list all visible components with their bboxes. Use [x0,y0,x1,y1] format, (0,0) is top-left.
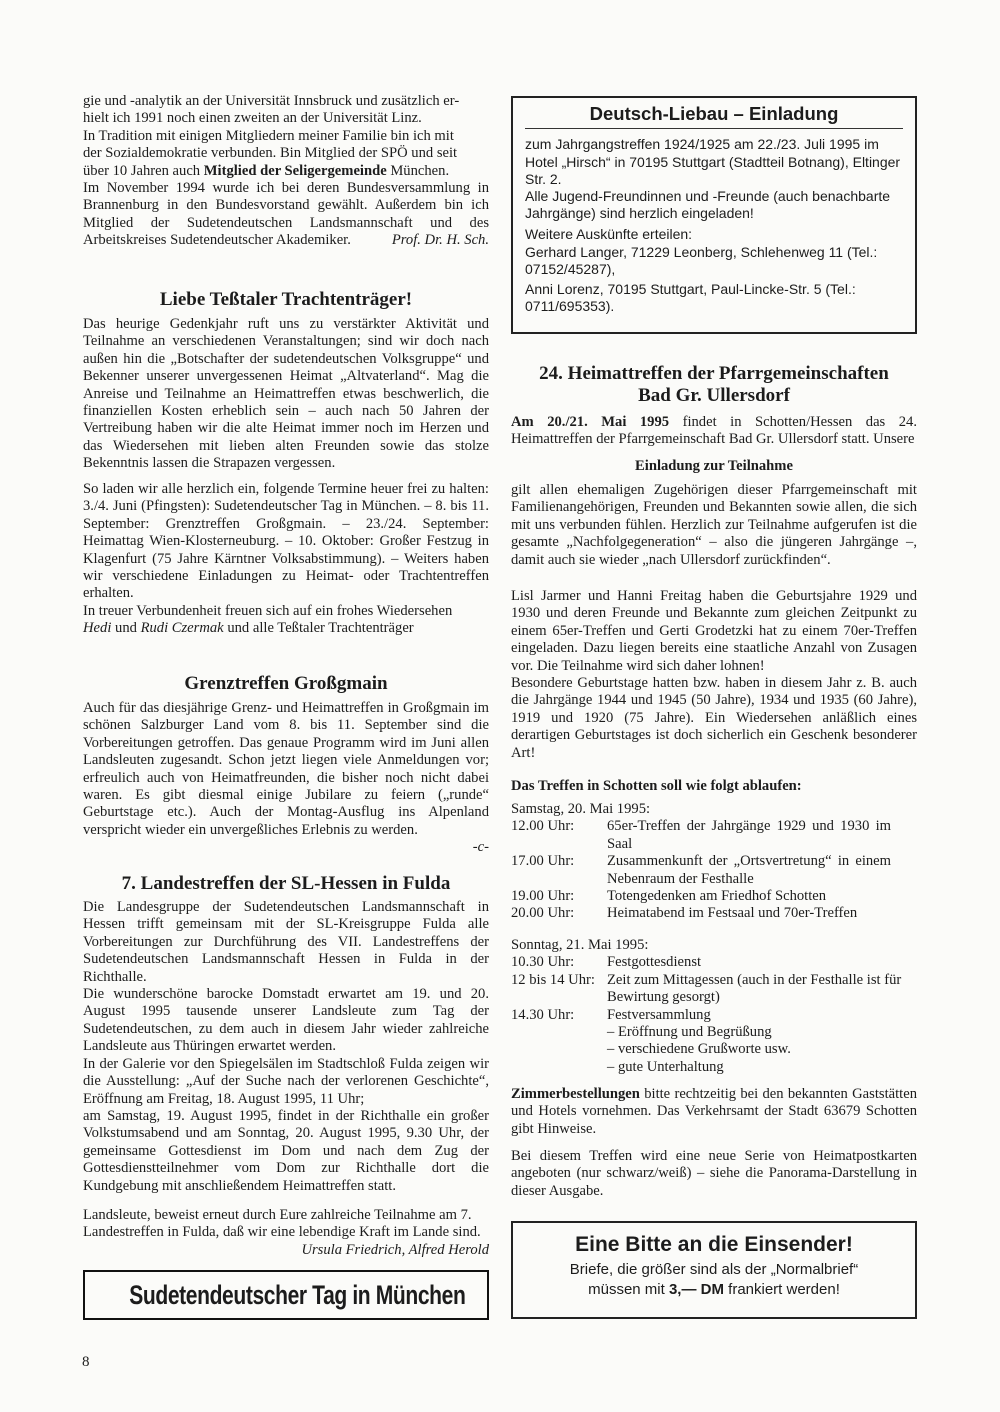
box-deutsch-liebau-text-2: Alle Jugend-Freundinnen und -Freunde (auch benachbarte Jahrgänge) sind herzlich eingeladen! [525,188,891,222]
name-rudi-czermak: Rudi Czermak [140,620,224,637]
schedule-row: 17.00 Uhr: Zusammenkunft der „Ortsvertretung“ in einem Nebenraum der Festhalle [511,853,891,887]
heimattreffen-paragraph-4: Besondere Geburtstage hatten bzw. haben in diesem Jahr z. B. auch die Jahrgänge 1944 und 1945 (50 Jahre), 1934 und 1935 (60 Jahre), 1919 und 1920 (75 Jahre). Ein Wiedersehen anläßlich eines derartigen Geburtstages ist doch sicherlich ein Geschenk besonderer Art! [511,675,917,761]
tesstaler-paragraph-2: So laden wir alle herzlich ein, folgende Termine heuer frei zu halten: 3./4. Juni (Pfingsten): Sudetendeutscher Tag in München. – 8. bis 11. September: Grenztreffen Großgmain. – 23./24. September: Heimattag Wien-Klosterneuburg. – 10. Oktober: Großer Festzug in Klagenfurt (75 Jahre Kärntner Volksabstimmung). – Weiters haben wir verschiedene Einladungen zu Heimat- oder Trachtentreffen erhalten. [83,481,489,602]
box-deutsch-liebau-contact-1: Gerhard Langer, 71229 Leonberg, Schlehenweg 11 (Tel.: 07152/45287), [525,243,878,277]
seligergemeinde-bold: Mitglied der Seligergemeinde [203,162,387,179]
banner-text: Sudetendeutscher Tag in München [129,1280,466,1310]
box-deutsch-liebau-text-3: Weitere Auskünfte erteilen: [525,226,693,243]
page-number: 8 [82,1354,90,1370]
intro-paragraph: gie und -analytik an der Universität Innsbruck und zusätzlich er- hielt ich 1991 noch einen zweiten an der Universität Linz. In Tradition mit einigen Mitgliedern meiner Familie bin ich mit der Sozialdemokratie verbunden. Bin Mitglied der SPÖ und seit über 10 Jahren auch Mitglied der Seligergemeinde München. Im November 1994 wurde ich bei deren Bundesversammlung in Brannenburg in den Bundesvorstand gewählt. Außerdem bin ich Mitglied der Sudetendeutschen Landsmannschaft und des Arbeitskreises Sudetendeutscher Akademiker. Prof. Dr. H. Sch. [83,93,489,249]
landestreffen-paragraph-3: In der Galerie vor den Spiegelsälen im Stadtschloß Fulda zeigen wir die Ausstellung: „Auf der Suche nach der verlorenen Geschichte“, Eröffnung am Freitag, 18. August 1995, 11 Uhr; [83,1056,489,1107]
landestreffen-paragraph-2: Die wunderschöne barocke Domstadt erwartet am 19. und 20. August 1995 tausende unserer Landsleute zum Tag der Sudetendeutschen, zu dem auch in diesem Jahr wieder zahlreiche Landsleute aus Thüringen erwartet werden. [83,986,489,1055]
box-deutsch-liebau-contact-2: Anni Lorenz, 70195 Stuttgart, Paul-Lincke-Str. 5 (Tel.: 0711/695353). [525,281,856,315]
box-bitte-einsender [511,1221,917,1319]
heimattreffen-paragraph-2: gilt allen ehemaligen Zugehörigen dieser Pfarrgemeinschaft mit Familienangehörigen, Freunden und Bekannten sowie allen, die sich mit uns verbunden fühlen. Herzlich zur Teilnahme aufgerufen ist die gesamte „Nachfolgegeneration“ – also die jüngeren Jahrgänge –, damit auch sie wieder „nach Ullersdorf zurückfinden“. [511,482,917,568]
intro-signature: Prof. Dr. H. Sch. [391,232,489,249]
heimattreffen-paragraph-1: Am 20./21. Mai 1995 findet in Schotten/Hessen das 24. Heimattreffen der Pfarrgemeinschaft Bad Gr. Ullersdorf statt. Unsere [511,414,917,448]
landestreffen-paragraph-5: Landsleute, beweist erneut durch Eure zahlreiche Teilnahme am 7. Landestreffen in Fulda, daß wir eine lebendige Kraft im Lande sind. Ursula Friedrich, Alfred Herold [83,1207,489,1258]
schedule-row: – gute Unterhaltung [607,1058,724,1075]
name-hedi: Hedi [83,620,112,637]
box-bitte-line-1: Briefe, die größer sind als der „Normalbrief“ [569,1261,859,1278]
heimattreffen-paragraph-6: Bei diesem Treffen wird eine neue Serie von Heimatpostkarten angeboten (nur schwarz/weiß) – siehe die Panorama-Darstellung in dieser Ausgabe. [511,1148,917,1199]
schedule-row: – verschiedene Grußworte usw. [607,1041,791,1058]
schedule-row: 10.30 Uhr: Festgottesdienst [511,954,702,971]
date-bold: Am 20./21. Mai 1995 [511,414,670,430]
postage-amount: 3,— DM [668,1281,724,1298]
box-deutsch-liebau-title: Deutsch-Liebau – Einladung [589,103,839,124]
box-bitte-line-2: müssen mit 3,— DM frankiert werden! [588,1281,840,1298]
sunday-label: Sonntag, 21. Mai 1995: [511,937,649,953]
schedule-row: 14.30 Uhr: Festversammlung [511,1006,711,1023]
section-title-heimattreffen: 24. Heimattreffen der Pfarrgemeinschaften Bad Gr. Ullersdorf [539,363,889,406]
banner-sudetendeutscher-tag [83,1270,489,1320]
grenztreffen-paragraph: Auch für das diesjährige Grenz- und Heimattreffen in Großgmain im schönen Salzburger Land vom 8. bis 11. September sind die Vorbereitungen getroffen. Das genaue Programm wird im Juni allen Landsleuten zugesandt. Schon jetzt liegen viele Anmeldungen vor; erfreulich auch von Heimatfreunden, die bisher noch nicht dabei waren. Es gibt diesmal einige Jubilare zu feiern („runde“ Geburtstage etc.). Auch der Montag-Ausflug ins Alpenland verspricht wieder ein unvergeßliches Erlebnis zu werden. -c- [83,700,489,856]
schedule-row: 12.00 Uhr: 65er-Treffen der Jahrgänge 1929 und 1930 im Saal [511,818,891,852]
subtitle-einladung: Einladung zur Teilnahme [635,458,793,474]
section-title-tesstaler: Liebe Teßtaler Trachtenträger! [159,289,413,310]
box-deutsch-liebau [511,96,917,334]
heimattreffen-paragraph-5: Zimmerbestellungen bitte rechtzeitig bei den bekannten Gaststätten und Hotels vornehmen. Das Verkehrsamt der Stadt 63679 Schotten gibt Hinweise. [511,1086,917,1137]
box-bitte-title: Eine Bitte an die Einsender! [575,1233,853,1256]
landestreffen-paragraph-4: am Samstag, 19. August 1995, findet in der Richthalle ein großer Volkstumsabend und am Sonntag, 20. August 1995, 9.30 Uhr, der gemeinsame Gottesdienst im Dom und nach dem Zug der Gottesdienstteilnehmer vom Dom zur Richthalle dort die Kundgebung mit anschließendem Heimattreffen statt. [83,1108,489,1194]
schedule-row: 12 bis 14 Uhr: Zeit zum Mittagessen (auch in der Festhalle ist für Bewirtung gesorgt) [511,971,902,1006]
section-title-grenztreffen: Grenztreffen Großgmain [184,673,388,694]
saturday-label: Samstag, 20. Mai 1995: [511,801,651,817]
schedule-heading: Das Treffen in Schotten soll wie folgt ablaufen: [511,778,802,794]
schedule-row: – Eröffnung und Begrüßung [607,1024,772,1041]
tesstaler-paragraph-3: In treuer Verbundenheit freuen sich auf ein frohes Wiedersehen Hedi und Rudi Czermak und alle Teßtaler Trachtenträger [83,603,453,637]
landestreffen-signature: Ursula Friedrich, Alfred Herold [301,1241,489,1258]
schedule-saturday [511,801,891,923]
tesstaler-paragraph-1: Das heurige Gedenkjahr ruft uns zu verstärkter Aktivität und Teilnahme an verschiedenen Veranstaltungen; sind wir doch nach außen hin die „Botschafter der sudetendeutschen Volksgruppe“ und Bekenner unserer unvergessenen Heimat „Altvaterland“. Mag die Anreise und Teilnahme an Heimattreffen etwas beschwerlich, die finanziellen Kosten erheblich sein – auch nach 50 Jahren der Vertreibung haben wir die alte Heimat immer noch im Herzen und das Wiedersehen mit lieben alten Freunden sowie das stolze Bekenntnis lassen die Strapazen vergessen. [83,316,489,472]
section-title-landestreffen: 7. Landestreffen der SL-Hessen in Fulda [121,873,451,894]
schedule-sunday [511,937,917,1076]
box-divider [525,128,903,129]
zimmerbestellungen-bold: Zimmerbestellungen [511,1086,640,1102]
grenztreffen-signature: -c- [472,839,489,856]
heimattreffen-paragraph-3: Lisl Jarmer und Hanni Freitag haben die Geburtsjahre 1929 und 1930 und deren Freunde und Bekannte zum gleichen Zeitpunkt zu einem 65er-Treffen und Gerti Grodetzki hat zu einem 70er-Treffen eingeladen. Dazu liegen bereits eine staatliche Anzahl von Zusagen vor. Die Teilnahme wird sich daher lohnen! [511,588,917,674]
landestreffen-paragraph-1: Die Landesgruppe der Sudetendeutschen Landsmannschaft in Hessen trifft gemeinsam mit der SL-Kreisgruppe Fulda alle Vorbereitungen zur Durchführung des VII. Landestreffens der Sudetendeutschen Landsmannschaft Hessen in Fulda in der Richthalle. [83,899,489,985]
box-deutsch-liebau-text-1: zum Jahrgangstreffen 1924/1925 am 22./23. Juli 1995 im Hotel „Hirsch“ in 70195 Stuttgart (Stadtteil Botnang), Eltinger Str. 2. [525,136,901,187]
schedule-row: 20.00 Uhr: Heimatabend im Festsaal und 70er-Treffen [511,905,858,922]
schedule-row: 19.00 Uhr: Totengedenken am Friedhof Schotten [511,888,827,905]
